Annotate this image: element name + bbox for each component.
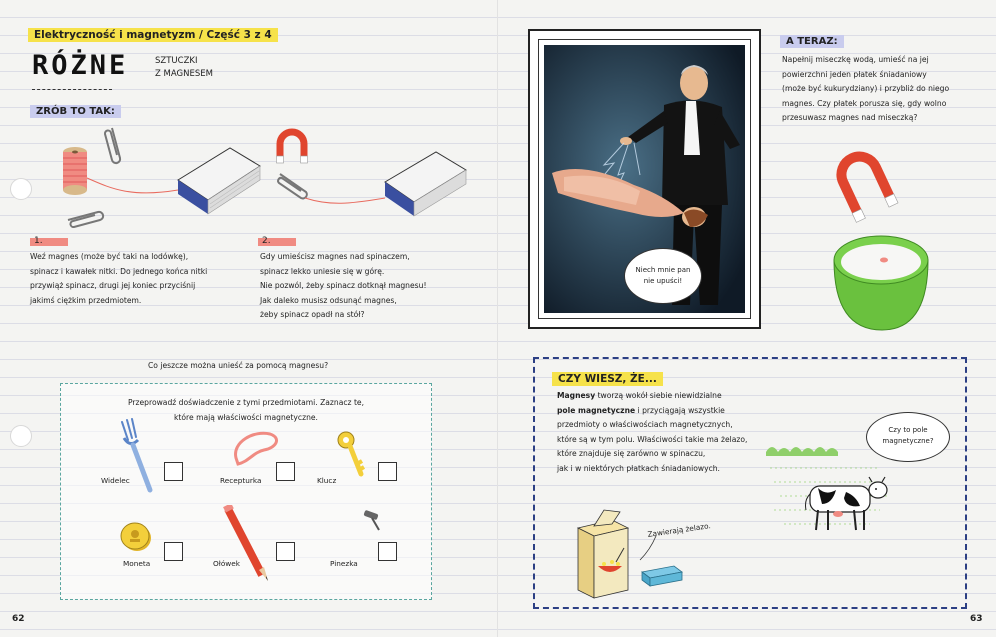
coin-icon [120,520,154,554]
and-now-text: Napełnij miseczkę wodą, umieść na jej powierzchni jeden płatek śniadaniowy (może być kukurydziany) i przybliż do niego magnes. Czy płatek porusza się, gdy wolno przesuwasz magnes nad miseczką? [782,55,950,122]
question-text: Co jeszcze można unieść za pomocą magnesu? [148,361,329,370]
horseshoe-magnet-icon [277,132,308,163]
experiment-instructions: Przeprowadź doświadczenie z tymi przedmiotami. Zaznacz te, które mają właściwości magnetyczne. [127,398,365,422]
magnet-experiment-illustration [50,118,490,228]
item-label-pin: Pinezka [330,559,358,568]
do-this-label: ZRÓB TO TAK: [30,106,121,117]
cow-icon [806,477,888,530]
binder-hole-bottom [10,425,32,447]
checkbox-pencil[interactable] [276,542,295,561]
page-title: RÓŻNE [32,50,129,81]
page-number-left: 62 [12,614,25,624]
book-icon [178,148,260,214]
page-number-right: 63 [970,614,983,624]
page-subtitle: SZTUCZKI Z MAGNESEM [155,56,213,79]
step2-marker: 2. [258,238,298,248]
horseshoe-magnet-icon-right [831,149,898,223]
checkbox-pin[interactable] [378,542,397,561]
cow-illustration [760,438,900,538]
thread-line [87,178,178,193]
checkbox-coin[interactable] [164,542,183,561]
speech-bubble-woman: Niech mnie pan nie upuści! [624,248,702,304]
did-you-know-label: CZY WIESZ, ŻE... [552,373,663,385]
checkbox-hairband[interactable] [276,462,295,481]
key-icon [335,428,369,480]
page-fold [497,0,498,637]
pushpin-icon [362,508,388,534]
did-you-know-text: Magnesy tworzą wokół siebie niewidzialne pole magnetyczne i przyciągają wszystkie przedmioty o właściwościach magnetycznych, które są w tym polu. Właściwości takie ma żelazo, które znajduje się zarówno w spinaczu, jak i w niektórych płatkach śniadaniowych. [557,391,748,473]
cereal-note: Zawierają żelazo. [647,521,712,539]
rubber-band-icon [230,428,282,470]
item-label-coin: Moneta [123,559,151,568]
and-now-label: A TERAZ: [780,36,844,47]
step1-marker: 1. [30,238,70,248]
item-label-pencil: Ołówek [213,559,240,568]
book-icon-2 [385,152,466,216]
fork-icon [118,418,158,494]
pencil-icon [222,505,272,583]
magician-picture-frame [528,29,761,329]
magnet-bar-icon [642,566,682,586]
checkbox-key[interactable] [378,462,397,481]
step2-text: Gdy umieścisz magnes nad spinaczem, spinacz lekko uniesie się w górę. Nie pozwól, żeby spinacz dotknął magnesu! Jak daleko musisz odsunąć magnes, żeby spinacz opadł na stół? [260,252,427,319]
cereal-illustration [570,508,710,604]
grass [766,447,838,456]
item-label-fork: Widelec [101,476,130,485]
floating-paperclip-icon [278,174,307,198]
binder-hole-top [10,178,32,200]
chapter-header: Elektryczność i magnetyzm / Część 3 z 4 [28,29,278,41]
item-label-key: Klucz [317,476,337,485]
title-underline [32,89,112,90]
bowl-icon [834,236,928,330]
cereal-box-icon [578,510,628,598]
paperclip-icon [105,128,120,163]
paperclip-lying-icon [68,212,103,227]
thread-spool-icon [63,147,87,195]
magnet-bowl-illustration [824,140,936,340]
item-label-hairband: Recepturka [220,476,262,485]
speech-bubble-cow: Czy to pole magnetyczne? [866,412,950,462]
checkbox-fork[interactable] [164,462,183,481]
step1-text: Weź magnes (może być taki na lodówkę), spinacz i kawałek nitki. Do jednego końca nitki przywiąż spinacz, drugi jej koniec przyciśnij jakimś ciężkim przedmiotem. [30,252,208,305]
